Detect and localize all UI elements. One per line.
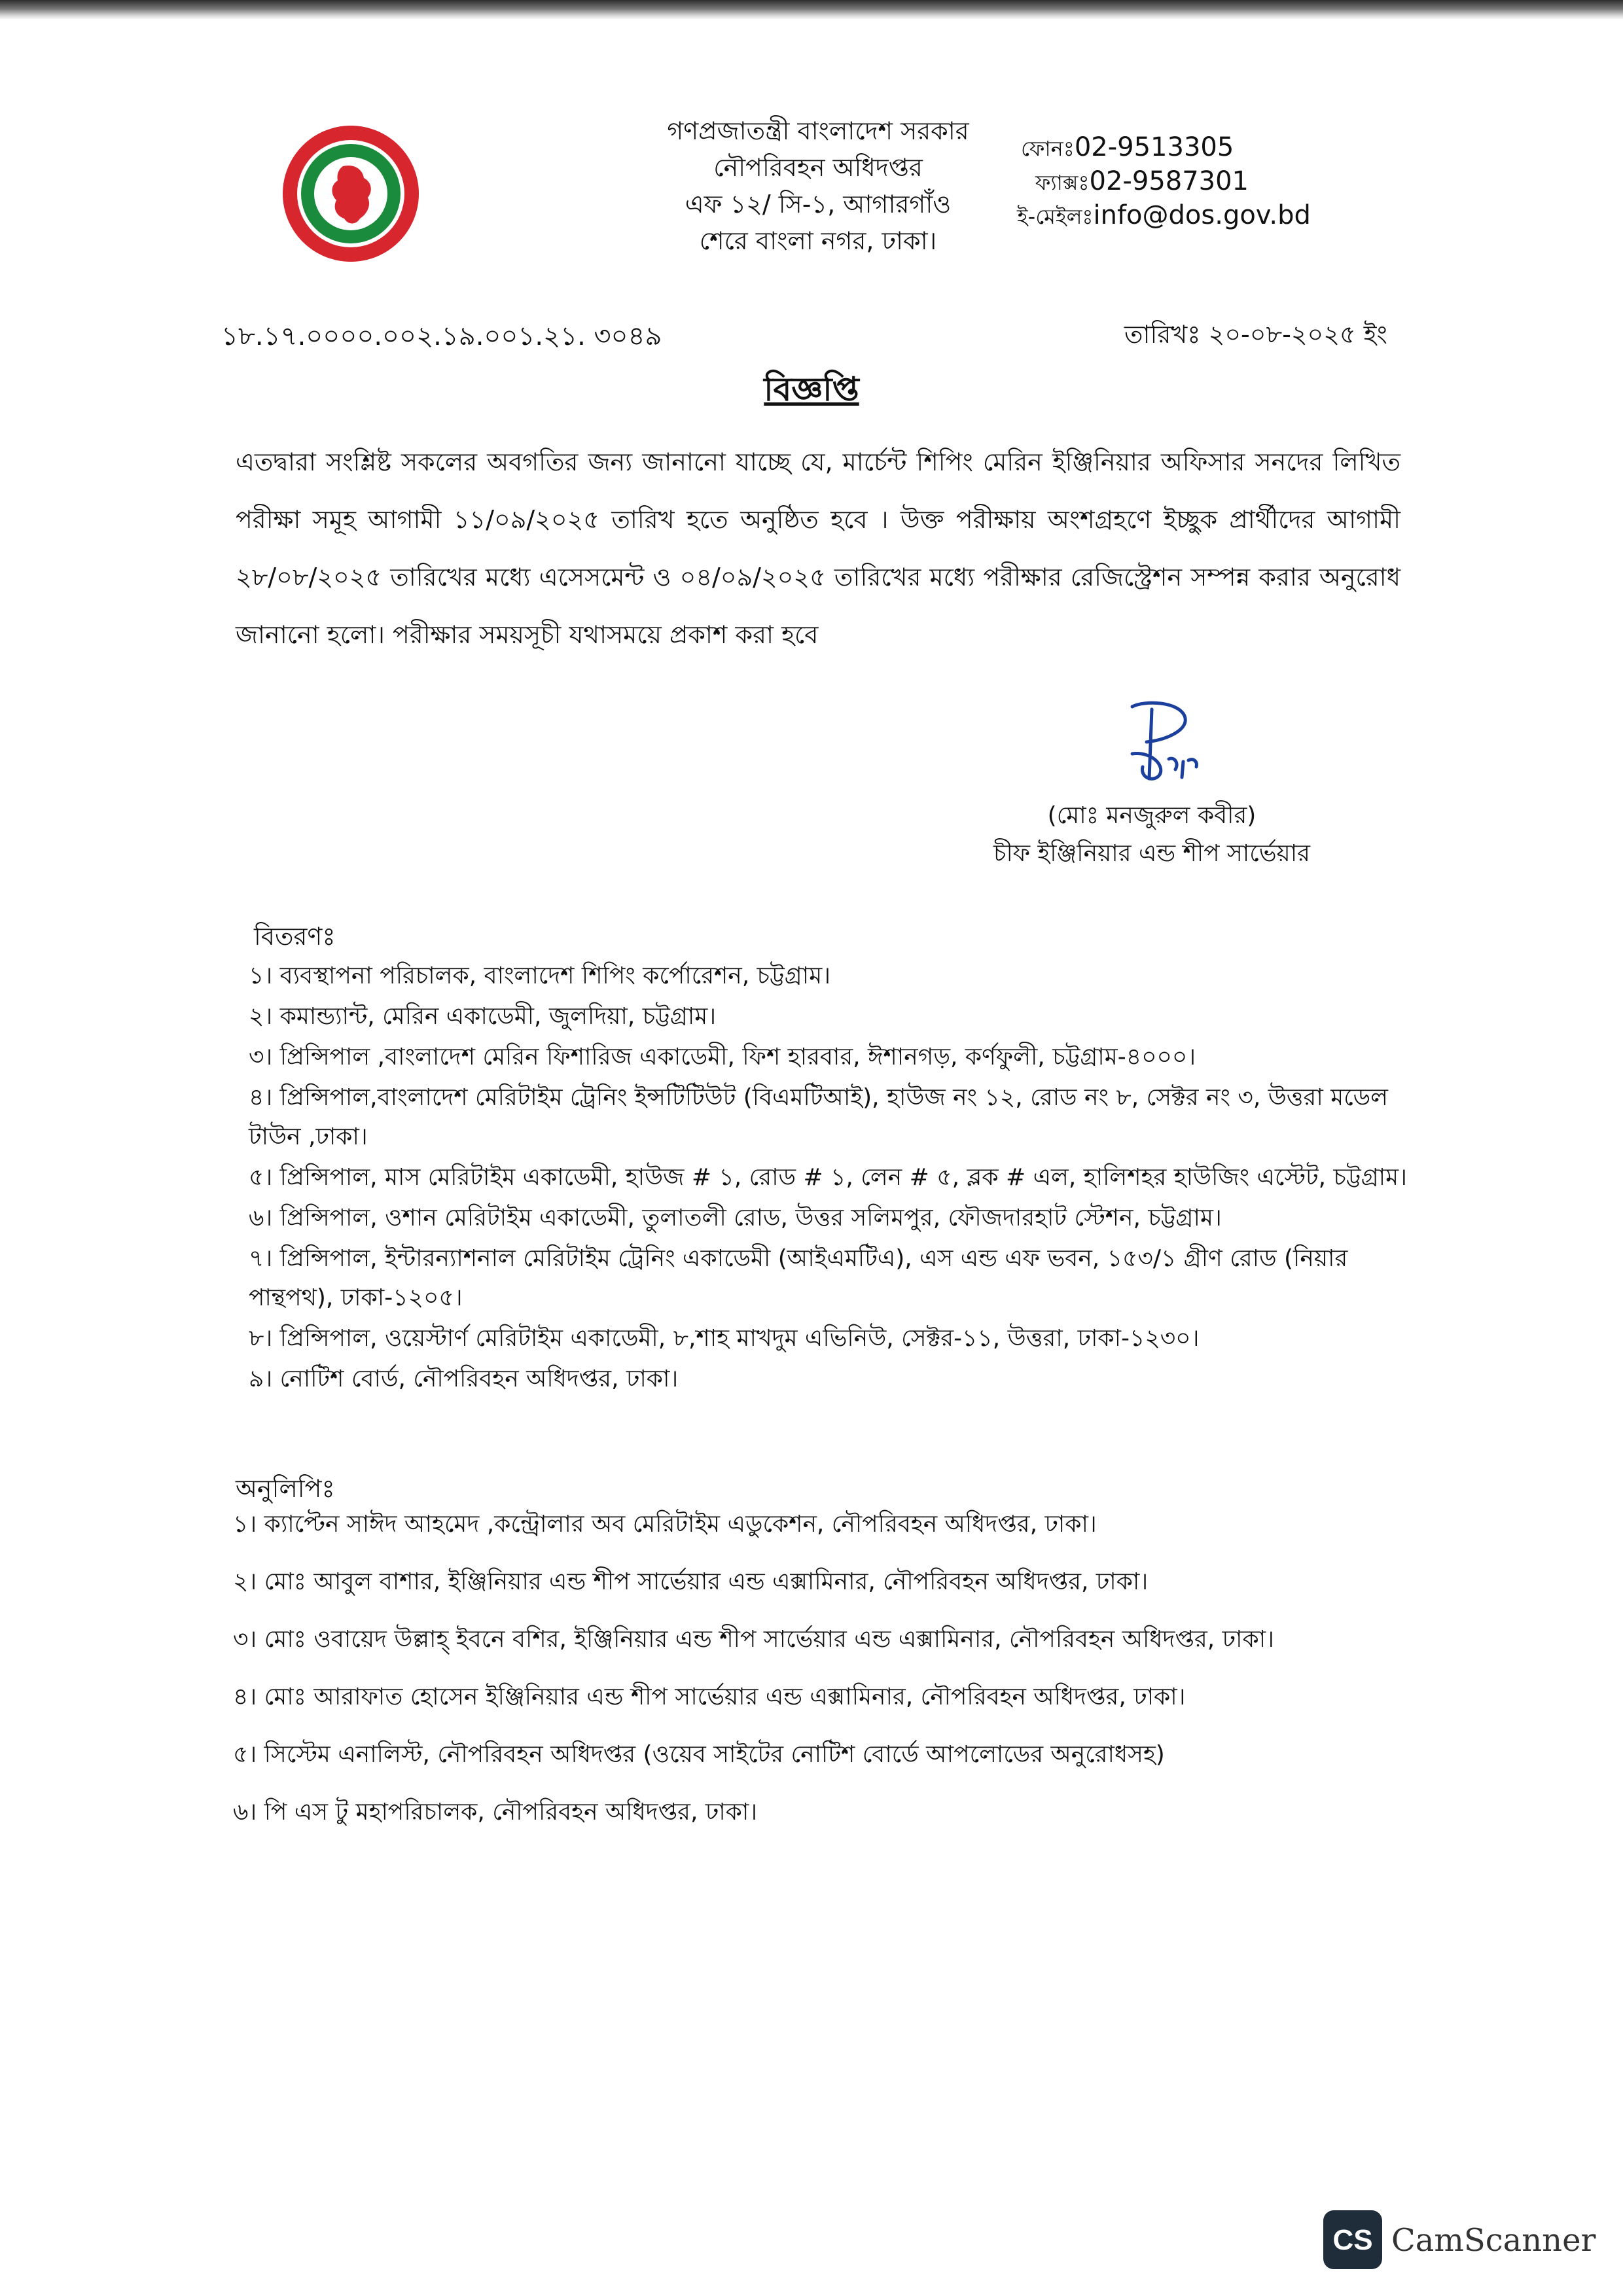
camscanner-icon-text: CS [1332,2224,1373,2256]
notice-title: বিজ্ঞপ্তি [764,370,859,408]
distribution-item: ৮। প্রিন্সিপাল, ওয়েস্টার্ণ মেরিটাইম একাডেমী, ৮,শাহ মাখদুম এভিনিউ, সেক্টর-১১, উত্তরা, ঢাকা-১২৩০। [249,1325,1200,1352]
phone-label: ফোনঃ [1021,136,1075,161]
header-line-department: নৌপরিবহন অধিদপ্তর [713,153,923,182]
copies-list [233,1505,1411,1850]
distribution-item: ১। ব্যবস্থাপনা পরিচালক, বাংলাদেশ শিপিং কর্পোরেশন, চট্টগ্রাম। [249,963,831,989]
distribution-item: ৯। নোটিশ বোর্ড, নৌপরিবহন অধিদপ্তর, ঢাকা। [249,1366,679,1392]
fax-label: ফ্যাক্সঃ [1035,170,1090,195]
email-line [1017,199,1414,233]
copy-item: ৩। মোঃ ওবায়েদ উল্লাহ্ ইবনে বশির, ইঞ্জিনিয়ার এন্ড শীপ সার্ভেয়ার এন্ড এক্সামিনার, নৌপরিবহন অধিদপ্তর, ঢাকা। [233,1626,1274,1653]
scan-top-shadow [0,0,1623,20]
email-address: info@dos.gov.bd [1093,200,1311,230]
distribution-list [249,957,1427,1400]
distribution-item: ৫। প্রিন্সিপাল, মাস মেরিটাইম একাডেমী, হাউজ # ১, রোড # ১, লেন # ৫, ব্লক # এল, হালিশহর হাউজিং এস্টেট, চট্টগ্রাম। [249,1164,1407,1191]
distribution-item: ৪। প্রিন্সিপাল,বাংলাদেশ মেরিটাইম ট্রেনিং ইন্সটিটিউট (বিএমটিআই), হাউজ নং ১২, রোড নং ৮, সেক্টর নং ৩, উত্তরা মডেল টাউন ,ঢাকা। [249,1084,1388,1150]
email-label: ই-মেইলঃ [1017,204,1094,229]
date-value: ২০-০৮-২০২৫ ইং [1208,320,1387,349]
copy-item: ৪। মোঃ আরাফাত হোসেন ইঞ্জিনিয়ার এন্ড শীপ সার্ভেয়ার এন্ড এক্সামিনার, নৌপরিবহন অধিদপ্তর, ঢাকা। [233,1684,1186,1710]
fax-line [1021,165,1414,199]
header-line-government: গণপ্রজাতন্ত্রী বাংলাদেশ সরকার [667,116,969,145]
date-label: তারিখঃ [1124,320,1201,349]
signatory-block [890,797,1414,873]
phone-line [1021,131,1414,165]
camscanner-watermark [1323,2210,1598,2276]
phone-number: 02-9513305 [1074,132,1234,162]
camscanner-icon [1323,2210,1382,2269]
handwritten-signature [1106,694,1224,798]
contact-block [1017,131,1414,233]
distribution-item: ৭। প্রিন্সিপাল, ইন্টারন্যাশনাল মেরিটাইম ট্রেনিং একাডেমী (আইএমটিএ), এস এন্ড এফ ভবন, ১৫৩/১ গ্রীণ রোড (নিয়ার পান্থপথ), ঢাকা-১২০৫। [249,1245,1348,1311]
copy-item: ৫। সিস্টেম এনালিস্ট, নৌপরিবহন অধিদপ্তর (ওয়েব সাইটের নোটিশ বোর্ডে আপলোডের অনুরোধসহ) [233,1741,1165,1768]
memo-number: ১৮.১৭.০০০০.০০২.১৯.০০১.২১. ৩০৪৯ [221,321,662,351]
distribution-item: ২। কমান্ড্যান্ট, মেরিন একাডেমী, জুলদিয়া, চট্টগ্রাম। [249,1003,717,1030]
fax-number: 02-9587301 [1089,166,1249,196]
signatory-designation: চীফ ইঞ্জিনিয়ার এন্ড শীপ সার্ভেয়ার [993,840,1310,867]
copy-item: ২। মোঃ আবুল বাশার, ইঞ্জিনিয়ার এন্ড শীপ সার্ভেয়ার এন্ড এক্সামিনার, নৌপরিবহন অধিদপ্তর, ঢাকা। [233,1568,1149,1595]
camscanner-text: CamScanner [1391,2222,1596,2259]
signatory-name: (মোঃ মনজুরুল কবীর) [1047,802,1257,829]
distribution-item: ৩। প্রিন্সিপাল ,বাংলাদেশ মেরিন ফিশারিজ একাডেমী, ফিশ হারবার, ঈশানগড়, কর্ণফুলী, চট্টগ্রাম-৪০০০। [249,1044,1196,1070]
copy-item: ১। ক্যাপ্টেন সাঈদ আহমেদ ,কন্ট্রোলার অব মেরিটাইম এডুকেশন, নৌপরিবহন অধিদপ্তর, ঢাকা। [233,1511,1097,1538]
distribution-title: বিতরণঃ [254,922,336,951]
notice-body: এতদ্বারা সংশ্লিষ্ট সকলের অবগতির জন্য জানানো যাচ্ছে যে, মার্চেন্ট শিপিং মেরিন ইঞ্জিনিয়ার অফিসার সনদের লিখিত পরীক্ষা সমূহ আগামী ১১/০৯/২০২৫ তারিখ হতে অনুষ্ঠিত হবে । উক্ত পরীক্ষায় অংশগ্রহণে ইচ্ছুক প্রার্থীদের আগামী ২৮/০৮/২০২৫ তারিখের মধ্যে এসেসমেন্ট ও ০৪/০৯/২০২৫ তারিখের মধ্যে পরীক্ষার রেজিস্ট্রেশন সম্পন্ন করার অনুরোধ জানানো হলো। পরীক্ষার সময়সূচী যথাসময়ে প্রকাশ করা হবে [236,448,1400,649]
header-line-city: শেরে বাংলা নগর, ঢাকা। [699,226,937,255]
memo-date [1124,315,1387,357]
copy-item: ৬। পি এস টু মহাপরিচালক, নৌপরিবহন অধিদপ্তর, ঢাকা। [233,1799,758,1826]
government-seal-logo [280,123,421,264]
copies-title: অনুলিপিঃ [236,1474,335,1503]
distribution-item: ৬। প্রিন্সিপাল, ওশান মেরিটাইম একাডেমী, তুলাতলী রোড, উত্তর সলিমপুর, ফৌজদারহাট স্টেশন, চট্টগ্রাম। [249,1205,1222,1231]
header-line-address: এফ ১২/ সি-১, আগারগাঁও [685,190,952,219]
